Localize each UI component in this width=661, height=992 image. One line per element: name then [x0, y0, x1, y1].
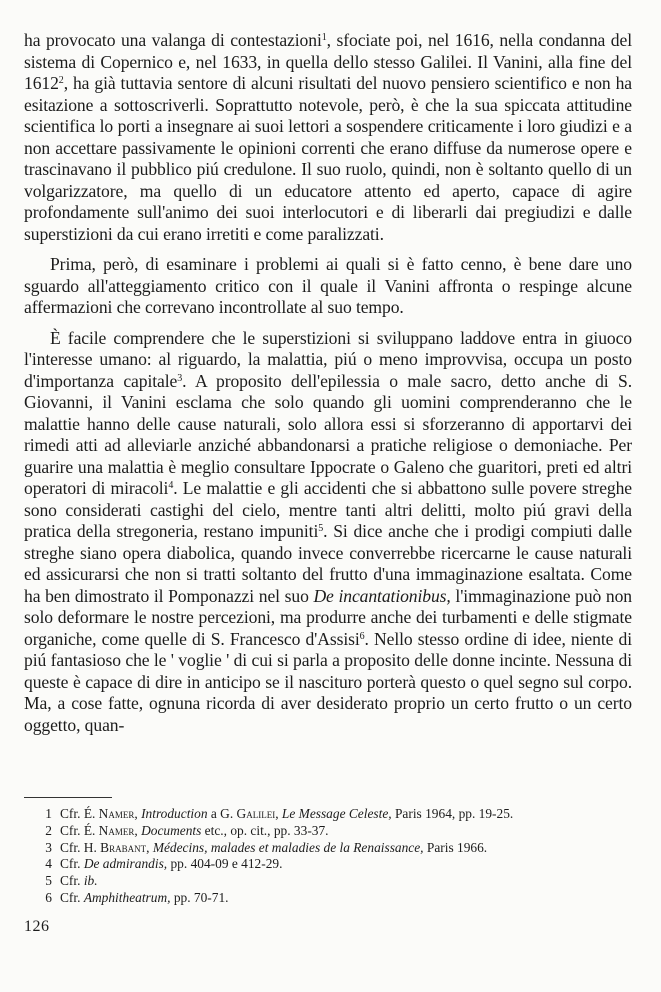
author-name: Galilei, — [236, 806, 279, 821]
main-text — [24, 30, 632, 736]
footnotes — [24, 806, 632, 907]
footnote-ref: 1 — [321, 32, 327, 43]
italic-text: Amphitheatrum, — [83, 889, 171, 905]
text-run: Cfr. H. — [60, 839, 101, 855]
footnote-text — [60, 840, 487, 857]
text-run: a G. — [207, 806, 237, 821]
author-name: É. Namer, — [83, 806, 138, 821]
text-run: , sfociate poi, nel 1616, nella condanna del sistema di Copernico e, nel 1633, in quella dello stesso Galilei. Il Vanini, alla fine del 1612 — [24, 30, 632, 93]
author-name: Brabant, — [100, 839, 150, 855]
text-run: . A proposito dell'epilessia o male sacro, detto anche di S. Giovanni, il Vanini esclama che solo quando gli uomini comprenderanno che le malattie hanno delle cause naturali, solo allora essi si sforzeranno di apportarvi dei rimedi atti ad alleviarle anziché abbandonarsi a pratiche religiose o demoniache. Per guarire una malattia è meglio consultare Ippocrate o Galeno che guaritori, preti ed altri operatori di miracoli — [24, 370, 632, 498]
text-run: Paris 1966. — [423, 839, 488, 855]
footnote-text — [60, 806, 513, 823]
footnote — [24, 840, 632, 857]
footnote-text — [60, 873, 98, 890]
text-run: . Si dice anche che i prodigi compiuti dalle streghe siano opera diabolica, quando invece converrebbe ricercarne le cause naturali ed assicurarsi che non si tratti soltanto del frutto d'una immaginazione esaltata. Come ha ben dimostrato il Pomponazzi nel suo — [24, 521, 632, 606]
text-run: . Le malattie e gli accidenti che si abbattono sulle povere streghe sono considerati castighi del cielo, mentre tanti altri delitti, molto piú gravi della pratica della stregoneria, restano impuniti — [24, 478, 633, 541]
footnote — [24, 873, 632, 890]
italic-text: Le Message Celeste, — [281, 806, 392, 821]
footnote-ref: 4 — [168, 480, 174, 491]
italic-text: Documents — [141, 822, 202, 838]
paragraph — [24, 30, 632, 245]
text-run: pp. 70-71. — [170, 889, 229, 905]
text-run: Cfr. — [60, 873, 84, 889]
footnote-number: 6 — [45, 889, 52, 905]
text-run: Cfr. — [60, 856, 84, 872]
footnote-ref: 5 — [318, 523, 324, 534]
text-run: pp. 404-09 e 412-29. — [167, 856, 283, 872]
author-name: É. Namer, — [83, 822, 138, 838]
footnote — [24, 856, 632, 873]
footnote-number: 5 — [45, 873, 52, 889]
text-run: ha provocato una valanga di contestazioni — [24, 30, 322, 50]
text-run: . Nello stesso ordine di idee, niente di piú fantasioso che le ' voglie ' di cui si parla a proposito delle donne incinte. Nessuna di queste è capace di dire in anticipo se il nascituro porterà questo o quel segno sul corpo. Ma, a cose fatte, ognuna ricorda di aver desiderato proprio un certo frutto o un certo oggetto, quan- — [24, 628, 632, 735]
text-run: Cfr. — [60, 822, 84, 838]
text-run: Cfr. — [60, 806, 84, 821]
italic-text: Médecins, malades et maladies de la Renaissance, — [152, 839, 424, 855]
footnote-ref: 3 — [177, 372, 183, 384]
footnote-separator — [24, 797, 112, 798]
footnote — [24, 890, 632, 907]
italic-text: De incantationibus, — [313, 585, 451, 606]
text-run: etc., op. cit., pp. 33-37. — [201, 822, 329, 838]
paragraph — [24, 254, 632, 319]
text-run: È facile comprendere che le superstizioni si sviluppano laddove entra in giuoco l'interesse umano: al riguardo, la malattia, piú o meno improvvisa, occupa un posto d'importanza capitale — [24, 327, 632, 391]
footnote-text — [60, 823, 329, 840]
text-run: , ha già tuttavia sentore di alcuni risultati del nuovo pensiero scientifico e non ha esitazione a sottoscriverli. Soprattutto notevole, però, è che la sua spiccata attitudine scientifica lo porti a insegnare ai suoi lettori a sospendere criticamente i loro giudizi e a non accettare passivamente le opinioni correnti che erano diffuse da numerose opere e trascinavano il pubblico piú credulone. Il suo ruolo, quindi, non è soltanto quello di un volgarizzatore, ma quello di un educatore attento ed aperto, capace di agire profondamente sull'animo dei suoi interlocutori e di liberarli dai pregiudizi e dalle superstizioni da cui erano irretiti e come paralizzati. — [24, 73, 632, 244]
text-run: Paris 1964, pp. 19-25. — [391, 806, 514, 821]
footnote-text — [60, 890, 229, 907]
text-run: Prima, però, di esaminare i problemi ai quali si è fatto cenno, è bene dare uno sguardo all'atteggiamento critico con il quale il Vanini affronta o respinge alcune affermazioni che correvano incontrollate al suo tempo. — [24, 254, 632, 317]
italic-text: Introduction — [141, 806, 208, 821]
footnote-ref: 2 — [58, 75, 64, 86]
text-run: l'immaginazione può non solo deformare le nostre percezioni, ma produrre anche dei turbamenti e delle stigmate organiche, come quelle di S. Francesco d'Assisi — [24, 585, 632, 649]
text-run: Cfr. — [60, 889, 84, 905]
footnote — [24, 806, 632, 823]
footnote — [24, 823, 632, 840]
italic-text: De admirandis, — [83, 856, 168, 872]
footnote-text — [60, 856, 282, 873]
footnote-number: 1 — [45, 806, 52, 821]
footnote-ref: 6 — [359, 630, 365, 642]
footnote-number: 3 — [45, 839, 52, 855]
footnote-number: 4 — [45, 856, 52, 872]
paragraph — [24, 328, 632, 737]
italic-text: ib. — [83, 873, 98, 889]
page-number: 126 — [24, 918, 50, 935]
footnote-number: 2 — [45, 822, 52, 838]
